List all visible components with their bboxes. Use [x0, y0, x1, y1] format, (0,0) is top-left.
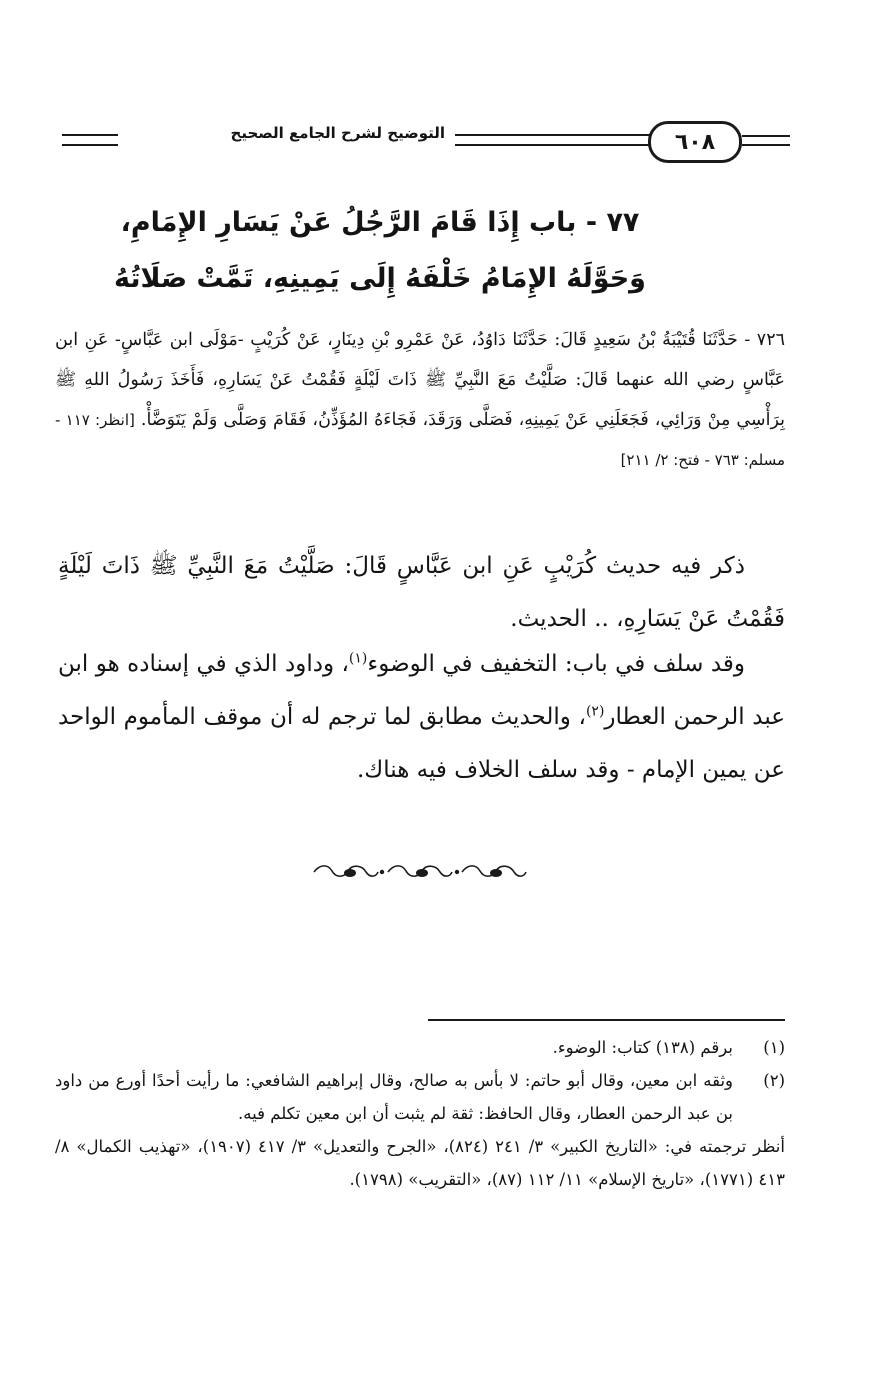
footnote-ref-2: (٢) — [585, 703, 605, 720]
hadith-reference: [انظر: ١١٧ - مسلم: ٧٦٣ - فتح: ٢/ ٢١١] — [55, 411, 785, 469]
hadith-body: ٧٢٦ - حَدَّثَنَا قُتَيْبَةُ بْنُ سَعِيدٍ قَالَ: حَدَّثَنَا دَاوُدُ، عَنْ عَمْرِو بْنِ دِينَارٍ، عَنْ كُرَيْبٍ -مَوْلَى ابن عَبَّاسٍ- عَنِ ابن عَبَّاسٍ رضي الله عنهما قَالَ: صَلَّيْتُ مَعَ النَّبِيِّ ﷺ ذَاتَ لَيْلَةٍ فَقُمْتُ عَنْ يَسَارِهِ، فَأَخَذَ رَسُولُ اللهِ ﷺ بِرَأْسِي مِنْ وَرَائِي، فَجَعَلَنِي عَنْ يَمِينِهِ، فَصَلَّى وَرَقَدَ، فَجَاءَهُ المُؤَذِّنُ، فَقَامَ وَصَلَّى وَلَمْ يَتَوَضَّأْ. — [55, 330, 785, 430]
header-rule-right — [742, 135, 790, 146]
page-number — [648, 121, 742, 163]
running-header — [52, 118, 790, 168]
footnotes — [55, 1031, 785, 1196]
section-ornament — [310, 859, 530, 885]
commentary-text-2b: ، وداود الذي في إسناده هو ابن عبد الرحمن العطار — [58, 651, 785, 730]
footnote-2 — [55, 1064, 785, 1130]
chapter-heading-line-1: ٧٧ - باب إِذَا قَامَ الرَّجُلُ عَنْ يَسَارِ الإِمَامِ، — [120, 207, 640, 238]
footnote-2-sources: أنظر ترجمته في: «التاريخ الكبير» ٣/ ٢٤١ (٨٢٤)، «الجرح والتعديل» ٣/ ٤١٧ (١٩٠٧)، «تهذيب الكمال» ٨/ ٤١٣ (١٧٧١)، «تاريخ الإسلام» ١١/ ١١٢ (٨٧)، «التقريب» (١٧٩٨). — [55, 1137, 785, 1189]
chapter-heading — [80, 195, 680, 307]
page-number-text: ٦٠٨ — [674, 129, 716, 155]
hadith-text — [55, 320, 785, 480]
commentary-text-2a: وقد سلف في باب: التخفيف في الوضوء — [367, 651, 745, 677]
footnote-ref-1: (١) — [348, 650, 368, 667]
commentary-text-1: ذكر فيه حديث كُرَيْبٍ عَنِ ابن عَبَّاسٍ قَالَ: صَلَّيْتُ مَعَ النَّبِيِّ ﷺ ذَاتَ لَيْلَةٍ فَقُمْتُ عَنْ يَسَارِهِ، .. الحديث. — [58, 553, 785, 632]
footnote-text: وثقه ابن معين، وقال أبو حاتم: لا بأس به صالح، وقال إبراهيم الشافعي: ما رأيت أحدًا أورع من داود بن عبد الرحمن العطار، وقال الحافظ: ثقة لم يثبت أن ابن معين تكلم فيه. — [55, 1071, 733, 1123]
footnote-separator — [428, 1019, 785, 1021]
chapter-heading-line-2: وَحَوَّلَهُ الإِمَامُ خَلْفَهُ إِلَى يَمِينِهِ، تَمَّتْ صَلَاتُهُ — [114, 263, 646, 294]
footnote-text: برقم (١٣٨) كتاب: الوضوء. — [552, 1038, 733, 1057]
book-title: التوضيح لشرح الجامع الصحيح — [230, 124, 445, 142]
header-rule-left — [62, 134, 118, 146]
footnote-1 — [55, 1031, 785, 1064]
commentary-paragraph-2 — [58, 638, 785, 797]
commentary-text-2c: ، والحديث مطابق لما ترجم له أن موقف المأموم الواحد عن يمين الإمام - وقد سلف الخلاف فيه هناك. — [58, 704, 785, 783]
footnote-number: (٢) — [763, 1071, 785, 1090]
commentary-paragraph-1 — [58, 540, 785, 646]
header-rule-middle — [455, 134, 650, 146]
footnote-number: (١) — [763, 1038, 785, 1057]
